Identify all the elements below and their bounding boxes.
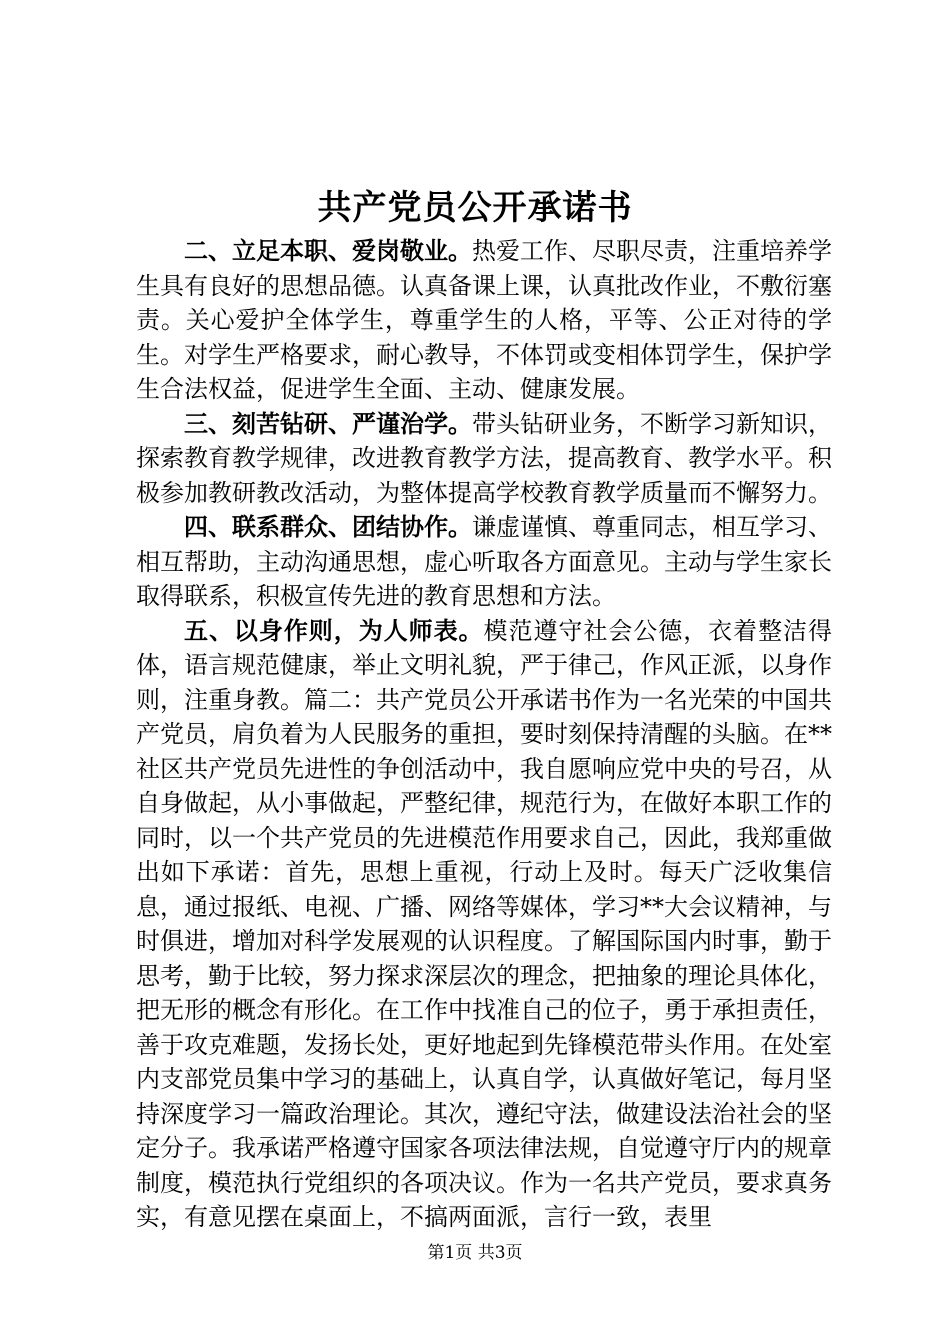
paragraph-section-4 bbox=[136, 510, 832, 614]
section-heading: 四、联系群众、团结协作。 bbox=[184, 513, 472, 541]
section-text: 谦虚谨慎、尊重同志，相互学习、相互帮助，主动沟通思想，虚心听取各方面意见。主动与学生家长取得联系，积极宣传先进的教育思想和方法。 bbox=[136, 513, 832, 610]
section-heading: 三、刻苦钻研、严谨治学。 bbox=[184, 409, 472, 438]
paragraph-section-3 bbox=[136, 407, 832, 511]
section-text: 带头钻研业务，不断学习新知识，探索教育教学规律，改进教育教学方法，提高教育、教学水平。积极参加教研教改活动，为整体提高学校教育教学质量而不懈努力。 bbox=[136, 409, 832, 507]
document-body bbox=[136, 234, 832, 1235]
section-heading: 五、以身作则，为人师表。 bbox=[184, 616, 484, 645]
paragraph-section-2 bbox=[136, 234, 832, 407]
section-heading: 二、立足本职、爱岗敬业。 bbox=[184, 237, 472, 265]
page-number-footer: 第1页 共3页 bbox=[427, 1243, 523, 1263]
document-title: 共产党员公开承诺书 bbox=[317, 188, 633, 228]
paragraph-section-5 bbox=[136, 614, 832, 1235]
section-text: 热爱工作、尽职尽责，注重培养学生具有良好的思想品德。认真备课上课，认真批改作业，不敷衍塞责。关心爱护全体学生，尊重学生的人格，平等、公正对待的学生。对学生严格要求，耐心教导，不体罚或变相体罚学生，保护学生合法权益，促进学生全面、主动、健康发展。 bbox=[136, 237, 832, 403]
section-text: 模范遵守社会公德，衣着整洁得体，语言规范健康，举止文明礼貌，严于律己，作风正派，以身作则，注重身教。篇二：共产党员公开承诺书作为一名光荣的中国共产党员，肩负着为人民服务的重担，要时刻保持清醒的头脑。在**社区共产党员先进性的争创活动中，我自愿响应党中央的号召，从自身做起，从小事做起，严整纪律，规范行为，在做好本职工作的同时，以一个共产党员的先进模范作用要求自己，因此，我郑重做出如下承诺：首先，思想上重视，行动上及时。每天广泛收集信息，通过报纸、电视、广播、网络等媒体，学习**大会议精神，与时俱进，增加对科学发展观的认识程度。了解国际国内时事，勤于思考，勤于比较，努力探求深层次的理念，把抽象的理论具体化，把无形的概念有形化。在工作中找准自己的位子，勇于承担责任，善于攻克难题，发扬长处，更好地起到先锋模范带头作用。在处室内支部党员集中学习的基础上，认真自学，认真做好笔记，每月坚持深度学习一篇政治理论。其次，遵纪守法，做建设法治社会的坚定分子。我承诺严格遵守国家各项法律法规，自觉遵守厅内的规章制度，模范执行党组织的各项决议。作为一名共产党员，要求真务实，有意见摆在桌面上，不搞两面派，言行一致，表里 bbox=[136, 616, 833, 1231]
